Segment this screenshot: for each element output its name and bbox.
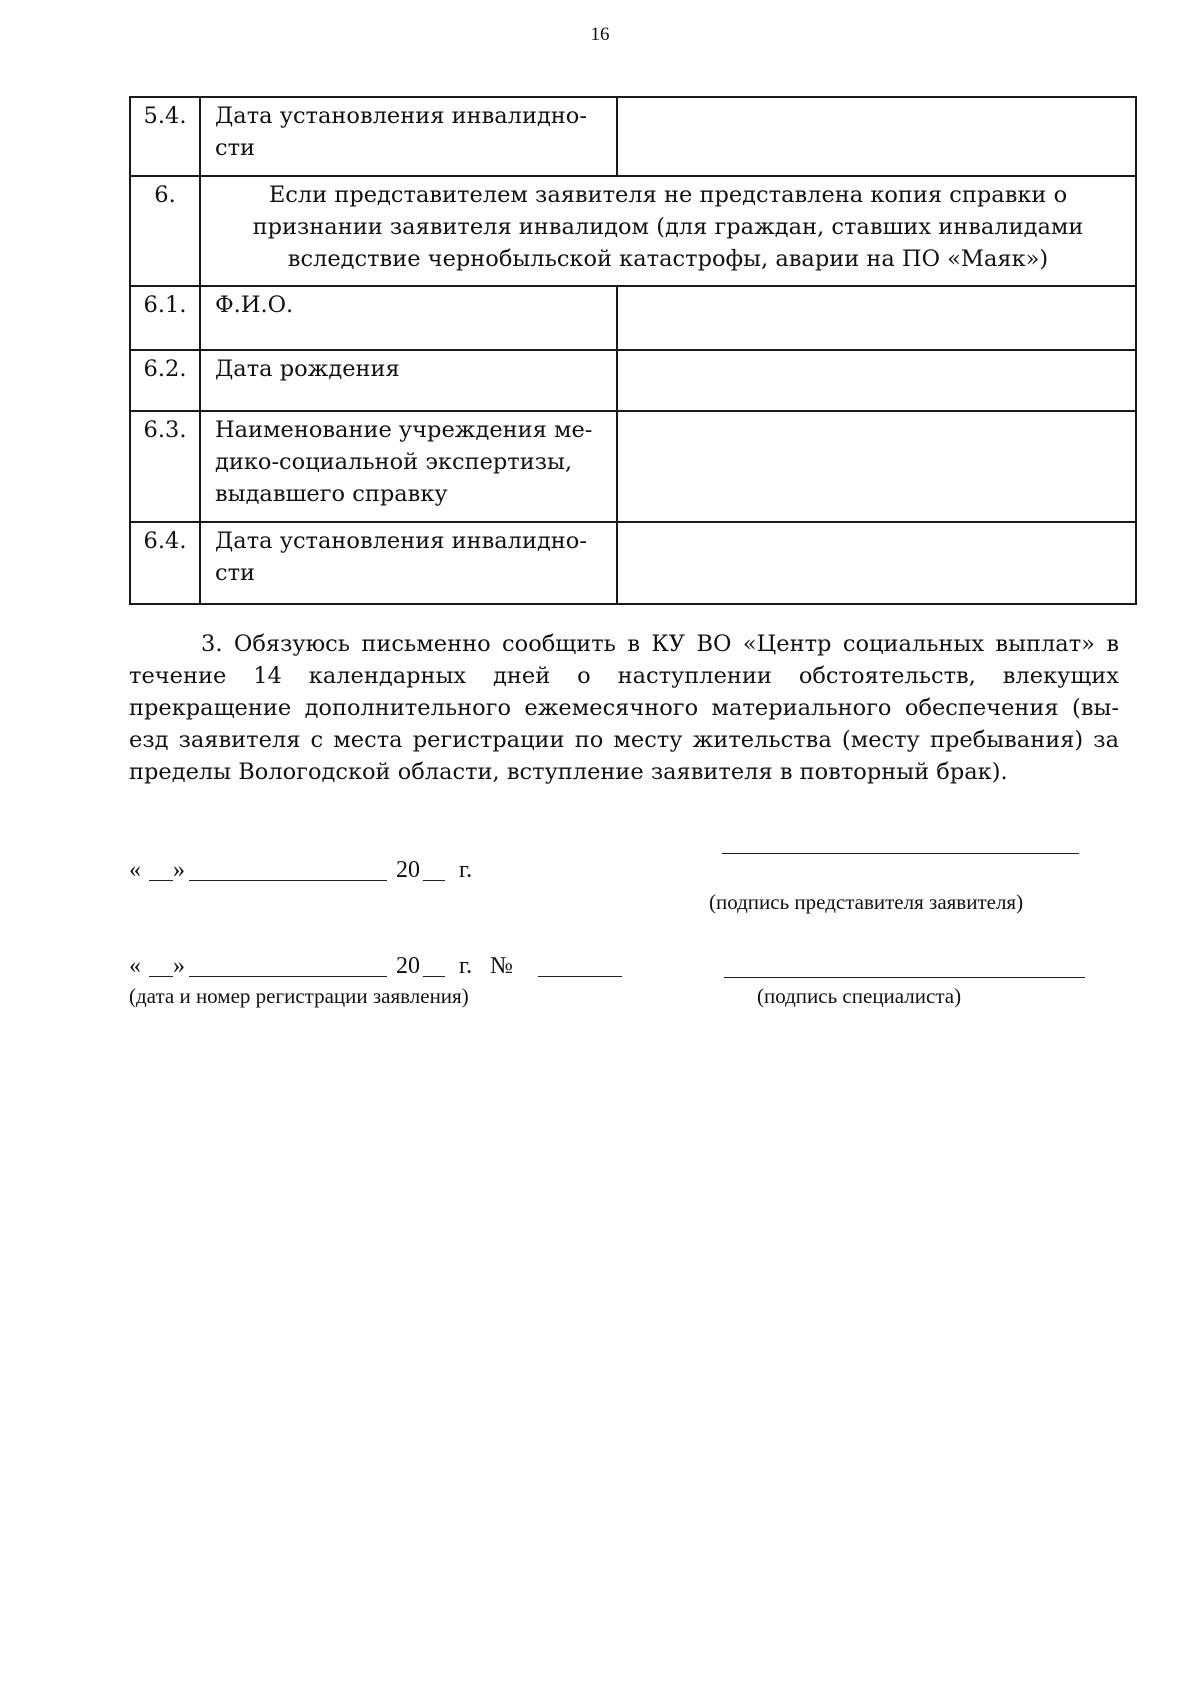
table-row (130, 411, 1136, 522)
table-row (130, 350, 1136, 411)
row-label: Дата рождения (200, 350, 617, 411)
reg-date-day-field[interactable] (149, 976, 173, 977)
date-month-field[interactable] (189, 880, 387, 881)
representative-signature-field[interactable] (722, 853, 1079, 854)
date-close-quote: » (173, 857, 185, 883)
row-number: 6.3. (130, 411, 200, 522)
reg-date-year-field[interactable] (423, 976, 445, 977)
row-value-field[interactable] (617, 286, 1136, 350)
row-number: 6.4. (130, 522, 200, 604)
row-label: Наименование учреждения ме- дико-социальной экспертизы, выдавшего справку (200, 411, 617, 522)
row-label: Дата установления инвалидно- сти (200, 97, 617, 176)
row-label: Дата установления инвалидно- сти (200, 522, 617, 604)
date-year-field[interactable] (423, 880, 445, 881)
reg-year-suffix: г. (459, 953, 473, 979)
table-row (130, 286, 1136, 350)
row-number: 5.4. (130, 97, 200, 176)
row-number: 6.2. (130, 350, 200, 411)
registration-number-field[interactable] (538, 976, 622, 977)
date-day-field[interactable] (149, 880, 173, 881)
year-prefix: 20 (396, 857, 420, 883)
registration-caption: (дата и номер регистрации заявления) (129, 984, 469, 1008)
specialist-signature-field[interactable] (724, 977, 1085, 978)
row-label: Ф.И.О. (200, 286, 617, 350)
row-value-field[interactable] (617, 97, 1136, 176)
row-number: 6.1. (130, 286, 200, 350)
obligation-paragraph: 3. Обязуюсь письменно сообщить в КУ ВО «Центр социальных выплат» в течение 14 календарных дней о наступлении обстоятельств, влекущих прекращение дополнительного ежемесячного материального обеспечения (вы-езд заявителя с места регистрации по месту жительства (месту пребывания) за пределы Вологодской области, вступление заявителя в повторный брак). (129, 631, 1119, 785)
section-heading: Если представителем заявителя не представлена копия справки о признании заявителя инвалидом (для граждан, ставших инвалидами вследствие чернобыльской катастрофы, аварии на ПО «Маяк») (200, 176, 1136, 286)
year-suffix: г. (459, 857, 473, 883)
table-row (130, 97, 1136, 176)
representative-signature-caption: (подпись представителя заявителя) (709, 890, 1024, 914)
reg-year-prefix: 20 (396, 953, 420, 979)
row-value-field[interactable] (617, 411, 1136, 522)
table-section-row (130, 176, 1136, 286)
row-value-field[interactable] (617, 522, 1136, 604)
table-row (130, 522, 1136, 604)
reg-date-close-quote: » (173, 953, 185, 979)
date-open-quote: « (129, 857, 141, 883)
applicant-data-table (129, 96, 1137, 605)
page-number: 16 (590, 24, 610, 45)
reg-date-open-quote: « (129, 953, 141, 979)
specialist-signature-caption: (подпись специалиста) (757, 984, 962, 1008)
reg-date-month-field[interactable] (189, 976, 387, 977)
row-value-field[interactable] (617, 350, 1136, 411)
row-number: 6. (130, 176, 200, 286)
number-sign: № (490, 953, 513, 979)
